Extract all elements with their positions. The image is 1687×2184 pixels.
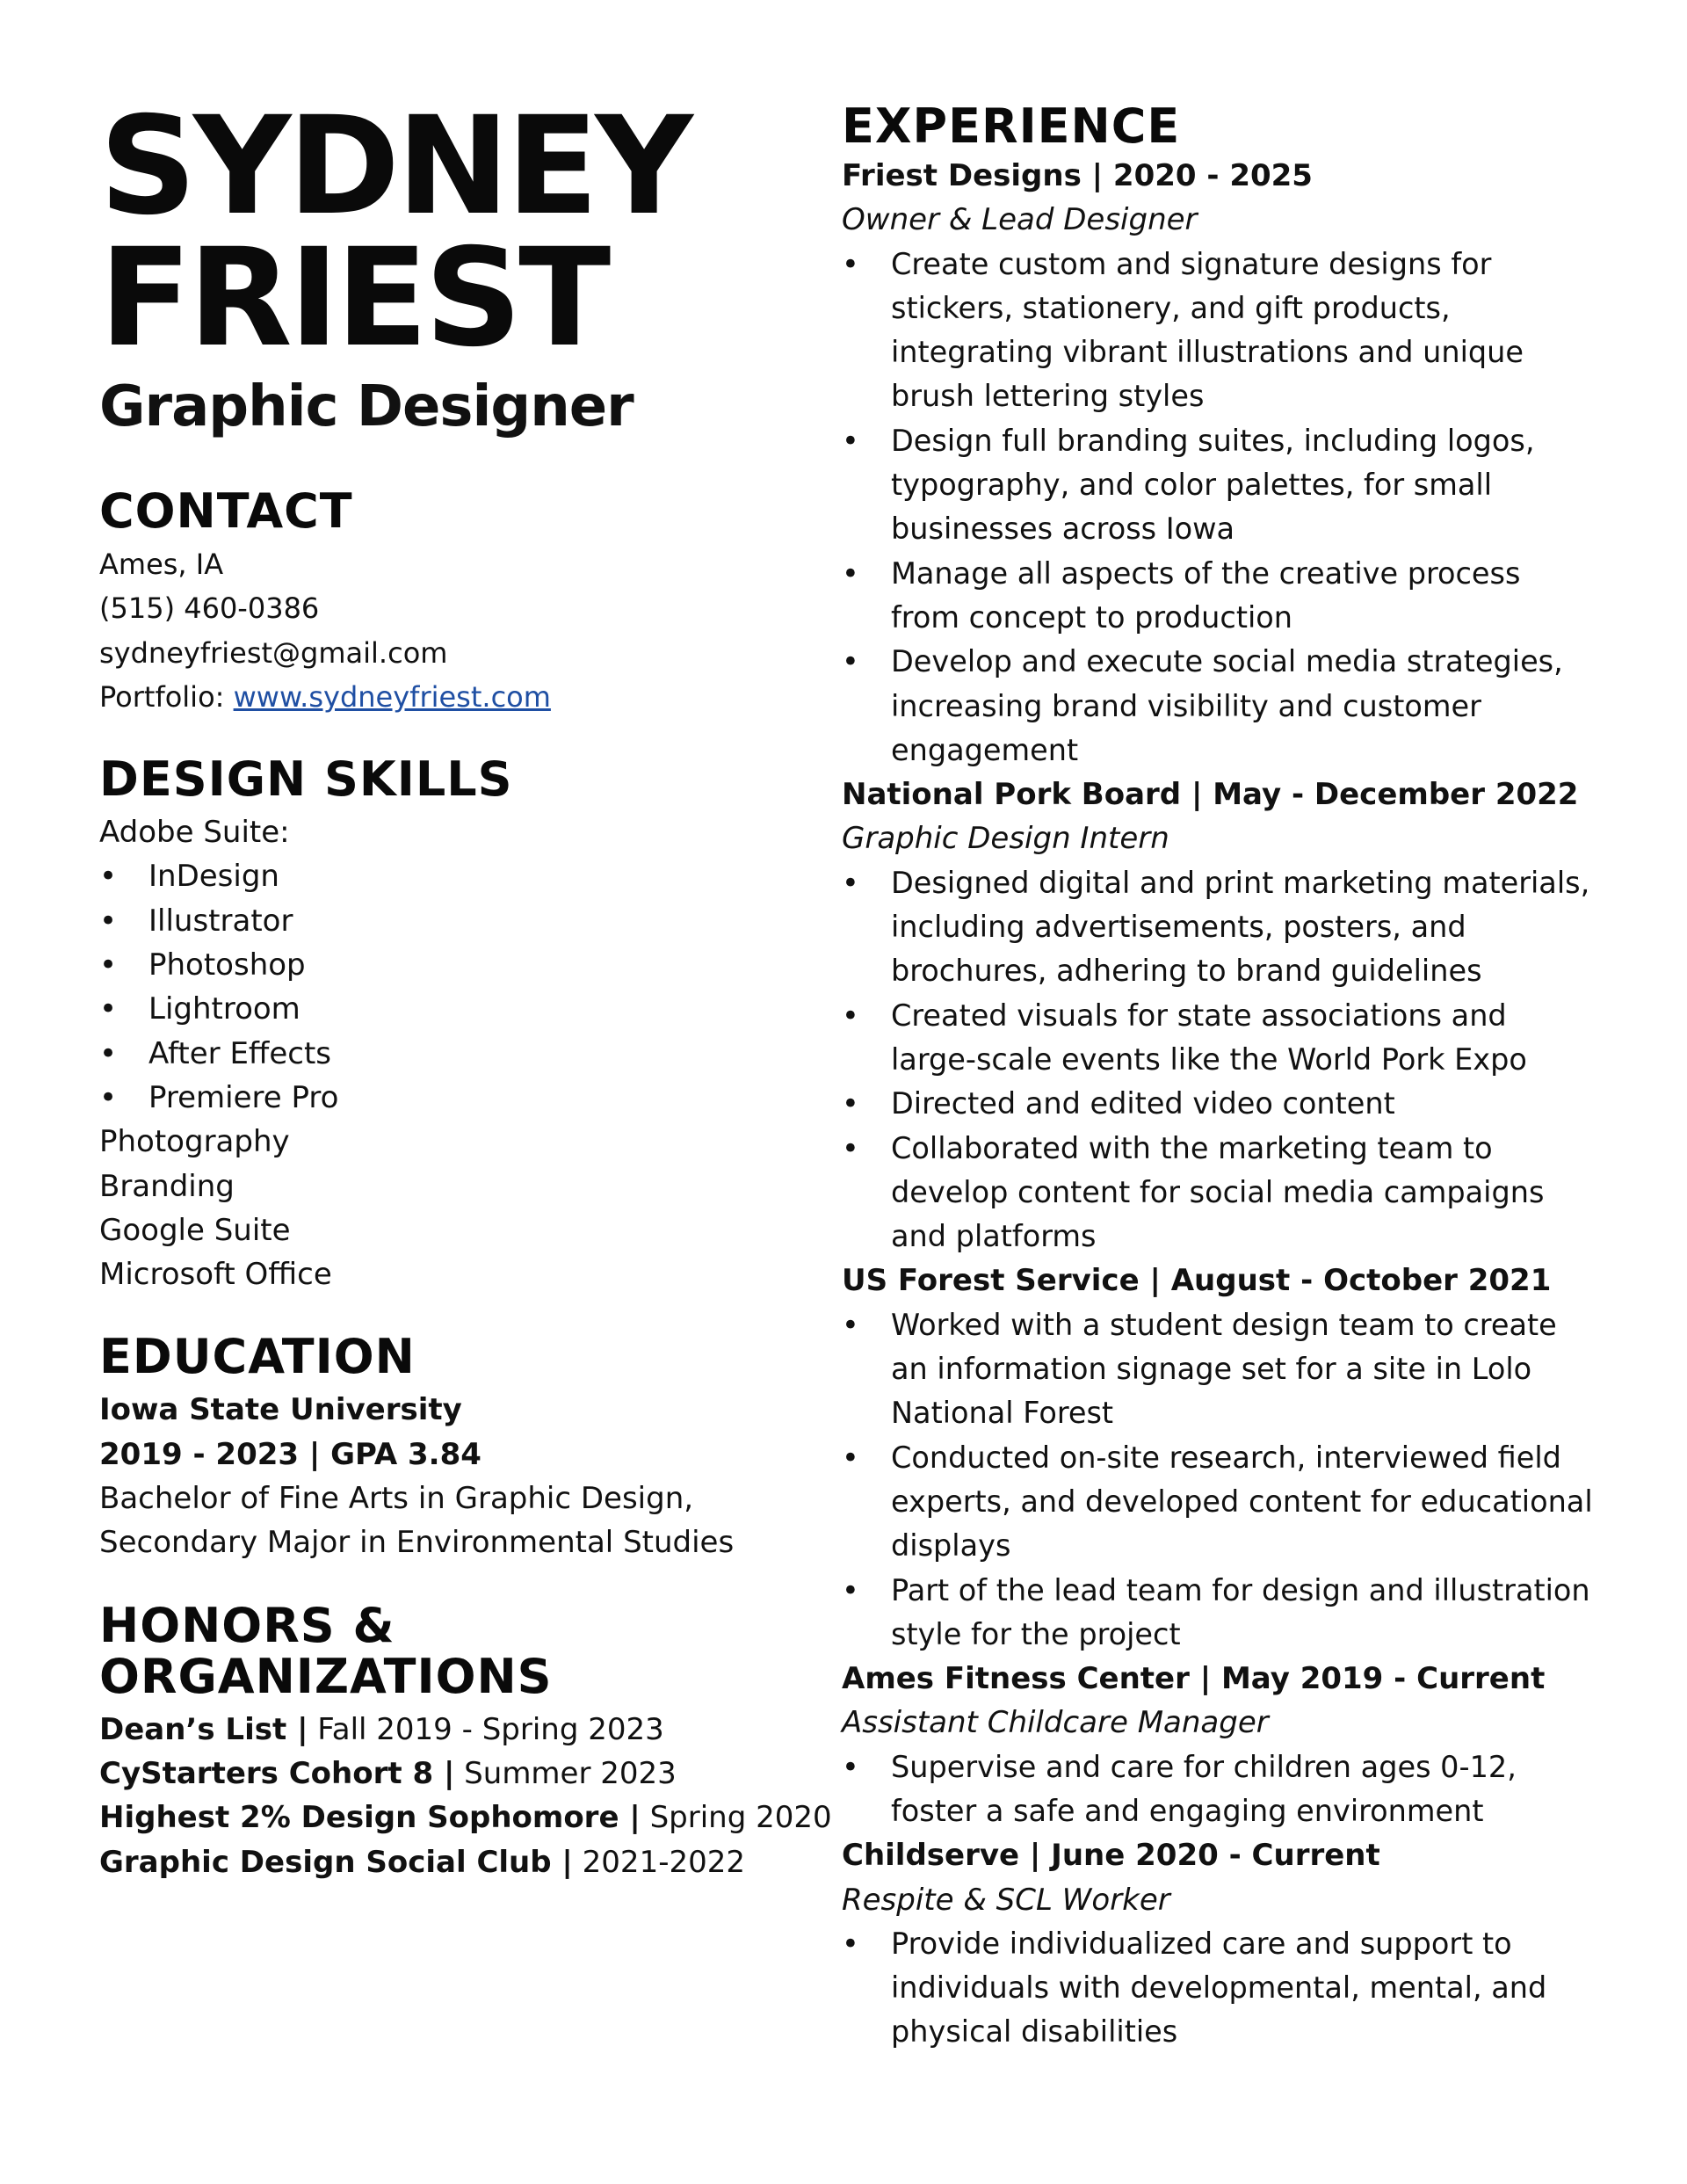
candidate-name [99, 88, 829, 377]
job-entry [842, 1259, 1597, 1657]
education-school: Iowa State University [99, 1392, 462, 1428]
honor-name: CyStarters Cohort 8 | [99, 1755, 455, 1791]
list-item: • After Effects [99, 1032, 829, 1076]
skills-section [99, 751, 829, 1296]
honor-item [99, 1796, 832, 1839]
list-item: • Photoshop [99, 943, 829, 987]
contact-portfolio [99, 675, 829, 719]
list-item: • Worked with a student design team to create an information signage set for a site in Lolo National Forest [842, 1303, 1597, 1436]
job-bullets [842, 1745, 1597, 1834]
first-name: SYDNEY [99, 88, 690, 245]
job-header: Ames Fitness Center | May 2019 - Current [842, 1661, 1546, 1697]
honors-heading [99, 1597, 829, 1704]
contact-email: sydneyfriest@gmail.com [99, 635, 448, 670]
contact-location: Ames, IA [99, 548, 224, 581]
education-degree: Bachelor of Fine Arts in Graphic Design, [99, 1481, 694, 1517]
list-item: • Collaborated with the marketing team to develop content for social media campaigns and platforms [842, 1127, 1597, 1259]
list-item: • InDesign [99, 854, 829, 898]
honor-detail: Summer 2023 [454, 1755, 677, 1791]
list-item: • Supervise and care for children ages 0-12, foster a safe and engaging environment [842, 1745, 1597, 1834]
right-column [842, 98, 1597, 2055]
job-title: Assistant Childcare Manager [842, 1705, 1269, 1741]
skill-item: Microsoft Office [99, 1257, 332, 1293]
list-item: • Created visuals for state associations and large-scale events like the World Pork Expo [842, 994, 1597, 1083]
job-role: Graphic Designer [99, 374, 634, 439]
job-title: Graphic Design Intern [842, 821, 1169, 857]
skill-item: Google Suite [99, 1212, 291, 1248]
list-item: • Provide individualized care and support to individuals with developmental, mental, and physical disabilities [842, 1922, 1597, 2055]
honor-item [99, 1840, 829, 1884]
honor-name: Dean’s List | [99, 1711, 308, 1747]
job-bullets [842, 861, 1597, 1259]
job-entry [842, 1833, 1597, 2054]
list-item: • Lightroom [99, 987, 829, 1031]
honor-detail: Fall 2019 - Spring 2023 [308, 1711, 664, 1747]
education-section [99, 1331, 829, 1564]
honor-name: Graphic Design Social Club | [99, 1844, 573, 1880]
list-item: • Directed and edited video content [842, 1082, 1597, 1126]
list-item: • Manage all aspects of the creative process from concept to production [842, 552, 1597, 641]
honor-detail: 2021-2022 [572, 1844, 745, 1880]
education-years-gpa: 2019 - 2023 | GPA 3.84 [99, 1436, 481, 1472]
education-heading: EDUCATION [99, 1329, 416, 1385]
job-bullets [842, 1303, 1597, 1657]
list-item: • Create custom and signature designs for stickers, stationery, and gift products, integrating vibrant illustrations and unique brush lettering styles [842, 243, 1597, 419]
skill-item: Branding [99, 1168, 235, 1204]
adobe-skill-list [99, 854, 829, 1120]
skill-item: Photography [99, 1124, 290, 1160]
portfolio-label: Portfolio: [99, 679, 234, 714]
list-item: • Premiere Pro [99, 1076, 829, 1120]
job-header: National Pork Board | May - December 2022 [842, 777, 1579, 813]
job-bullets [842, 1922, 1597, 2055]
list-item: • Part of the lead team for design and illustration style for the project [842, 1569, 1597, 1658]
list-item: • Conducted on-site research, interviewed field experts, and developed content for educational displays [842, 1436, 1597, 1569]
job-title: Respite & SCL Worker [842, 1882, 1170, 1918]
contact-section [99, 483, 829, 719]
experience-heading: EXPERIENCE [842, 98, 1181, 154]
education-secondary: Secondary Major in Environmental Studies [99, 1525, 735, 1561]
contact-phone: (515) 460-0386 [99, 591, 320, 626]
honor-name: Highest 2% Design Sophomore | [99, 1800, 641, 1836]
list-item: • Design full branding suites, including logos, typography, and color palettes, for small businesses across Iowa [842, 419, 1597, 552]
left-column [99, 88, 832, 1884]
list-item: • Illustrator [99, 899, 829, 943]
job-entry [842, 1657, 1597, 1833]
job-header: Friest Designs | 2020 - 2025 [842, 158, 1313, 193]
honor-detail: Spring 2020 [640, 1800, 832, 1836]
honors-heading-line1: HONORS & [99, 1597, 395, 1653]
job-bullets [842, 243, 1597, 773]
honors-section [99, 1597, 832, 1884]
job-header: Childserve | June 2020 - Current [842, 1838, 1380, 1874]
list-item: • Designed digital and print marketing materials, including advertisements, posters, and brochures, adhering to brand guidelines [842, 861, 1597, 994]
last-name: FRIEST [99, 220, 608, 377]
contact-heading: CONTACT [99, 483, 353, 539]
honor-item [99, 1752, 829, 1796]
adobe-suite-label: Adobe Suite: [99, 815, 290, 851]
skills-heading: DESIGN SKILLS [99, 751, 513, 808]
job-entry [842, 773, 1597, 1259]
job-entry [842, 154, 1597, 773]
job-title: Owner & Lead Designer [842, 202, 1198, 238]
honors-heading-line2: ORGANIZATIONS [99, 1648, 553, 1704]
honor-item [99, 1708, 829, 1752]
portfolio-link[interactable]: www.sydneyfriest.com [233, 679, 551, 714]
list-item: • Develop and execute social media strategies, increasing brand visibility and customer engagement [842, 640, 1597, 773]
job-header: US Forest Service | August - October 2021 [842, 1263, 1552, 1299]
